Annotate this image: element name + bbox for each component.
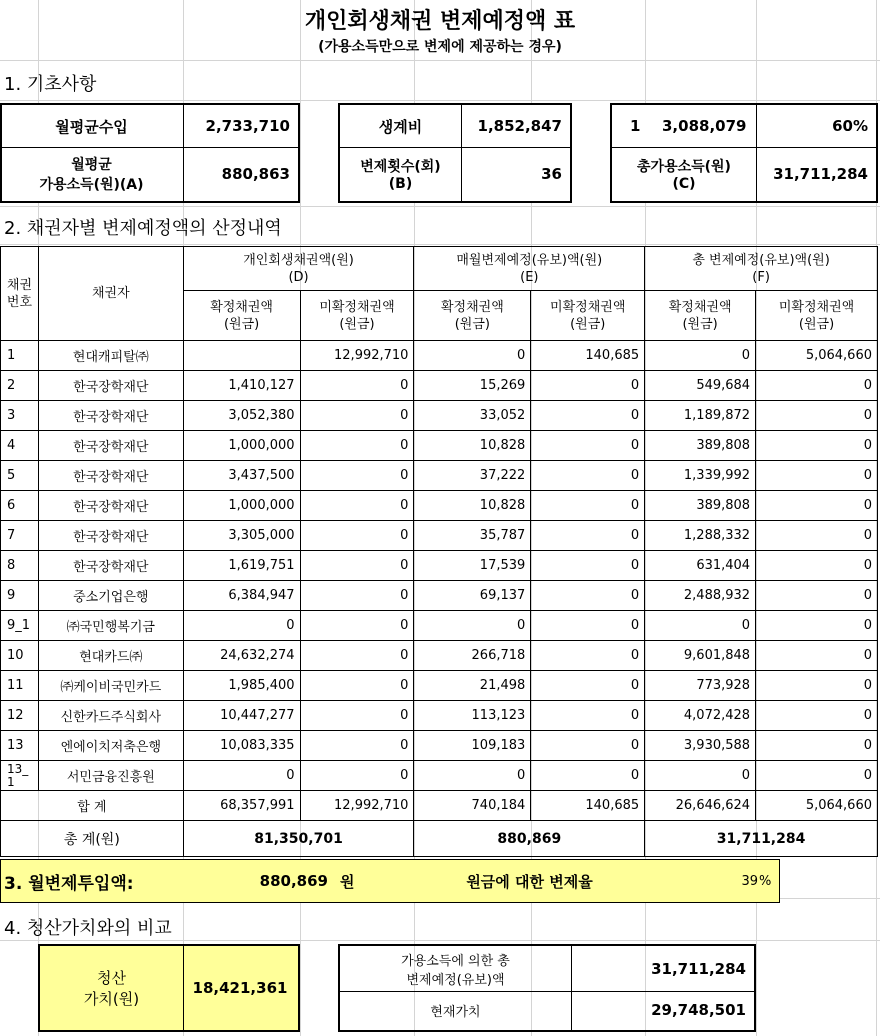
row-d2: 0 <box>300 671 414 701</box>
row-creditor: 한국장학재단 <box>38 371 183 401</box>
repayment-rate-value: 39 <box>741 873 758 889</box>
row-e2: 0 <box>531 641 645 671</box>
liquidation-label <box>40 946 183 1030</box>
row-e1: 0 <box>414 761 531 791</box>
row-e2: 0 <box>531 581 645 611</box>
row-creditor: 서민금융진흥원 <box>38 761 183 791</box>
total-repay-label-line1: 가용소득에 의한 총 <box>401 953 510 969</box>
section4-heading: 4. 청산가치와의 비교 <box>4 918 172 939</box>
box3-percent: 60% <box>832 117 868 135</box>
row-f2: 0 <box>756 581 878 611</box>
row-d1: 1,619,751 <box>183 551 300 581</box>
monthly-payment-amount: 880,869 <box>259 872 328 890</box>
table-row <box>1 611 878 641</box>
sub-f-unconfirmed <box>756 291 878 341</box>
total-avail-value: 31,711,284 <box>773 165 868 183</box>
row-e2: 0 <box>531 461 645 491</box>
repayment-rate-unit: % <box>759 873 772 889</box>
row-e1: 266,718 <box>414 641 531 671</box>
row-f1: 0 <box>645 761 756 791</box>
row-d1: 6,384,947 <box>183 581 300 611</box>
box3-value: 3,088,079 <box>662 117 747 135</box>
row-creditor: 중소기업은행 <box>38 581 183 611</box>
row-d2: 0 <box>300 581 414 611</box>
col-no-line1: 채권 <box>6 277 33 293</box>
sub-e-confirmed-line2: (원금) <box>454 316 490 332</box>
row-f2: 0 <box>756 401 878 431</box>
sub-d-confirmed <box>183 291 300 341</box>
section2-heading: 2. 채권자별 변제예정액의 산정내역 <box>4 218 282 239</box>
sub-f-unconfirmed-line1: 미확정채권액 <box>778 299 855 315</box>
group-e-header <box>414 247 645 291</box>
sub-d-unconfirmed-line1: 미확정채권액 <box>319 299 395 315</box>
total-label: 총 계(원) <box>1 821 184 857</box>
row-e1: 0 <box>414 611 531 641</box>
row-d1: 0 <box>183 761 300 791</box>
row-f1: 389,808 <box>645 491 756 521</box>
total-avail-label <box>612 148 756 200</box>
table-row <box>1 401 878 431</box>
row-d2: 0 <box>300 551 414 581</box>
row-f2: 0 <box>756 371 878 401</box>
row-f1: 1,189,872 <box>645 401 756 431</box>
row-creditor: 한국장학재단 <box>38 551 183 581</box>
sub-d-unconfirmed-line2: (원금) <box>339 316 375 332</box>
row-d1 <box>183 341 300 371</box>
table-row <box>1 521 878 551</box>
sum-f1: 26,646,624 <box>645 791 756 821</box>
row-e1: 17,539 <box>414 551 531 581</box>
present-value-label: 현재가치 <box>430 1004 481 1020</box>
row-f2: 5,064,660 <box>756 341 878 371</box>
row-d1: 24,632,274 <box>183 641 300 671</box>
row-no: 13 <box>1 731 39 761</box>
row-e2: 0 <box>531 491 645 521</box>
row-e2: 0 <box>531 371 645 401</box>
avail-income-label <box>0 148 183 200</box>
row-no: 7 <box>1 521 39 551</box>
table-row <box>1 551 878 581</box>
sub-d-unconfirmed <box>300 291 414 341</box>
row-f1: 2,488,932 <box>645 581 756 611</box>
sub-e-unconfirmed <box>531 291 645 341</box>
row-f2: 0 <box>756 761 878 791</box>
row-creditor: ㈜케이비국민카드 <box>38 671 183 701</box>
table-row <box>1 671 878 701</box>
total-f: 31,711,284 <box>645 821 878 857</box>
repayment-rate-label: 원금에 대한 변제율 <box>466 872 593 891</box>
table-row <box>1 641 878 671</box>
row-no: 9_1 <box>1 611 39 641</box>
row-f2: 0 <box>756 731 878 761</box>
row-e2: 0 <box>531 731 645 761</box>
row-e2: 0 <box>531 611 645 641</box>
row-f1: 773,928 <box>645 671 756 701</box>
row-no: 11 <box>1 671 39 701</box>
sub-f-confirmed-line2: (원금) <box>682 316 718 332</box>
row-e2: 0 <box>531 521 645 551</box>
row-e1: 21,498 <box>414 671 531 701</box>
row-f2: 0 <box>756 491 878 521</box>
row-d1: 10,447,277 <box>183 701 300 731</box>
page-title: 개인회생채권 변제예정액 표 <box>304 9 576 34</box>
sub-e-confirmed-line1: 확정채권액 <box>440 299 504 315</box>
table-row <box>1 761 878 791</box>
row-e2: 0 <box>531 671 645 701</box>
col-creditor-header: 채권자 <box>38 247 183 341</box>
row-f1: 631,404 <box>645 551 756 581</box>
row-creditor: 엔에이치저축은행 <box>38 731 183 761</box>
row-e1: 0 <box>414 341 531 371</box>
row-e1: 69,137 <box>414 581 531 611</box>
row-e2: 0 <box>531 401 645 431</box>
row-f1: 4,072,428 <box>645 701 756 731</box>
row-d2: 0 <box>300 461 414 491</box>
row-e1: 113,123 <box>414 701 531 731</box>
row-e1: 15,269 <box>414 371 531 401</box>
repay-count-label-line2: (B) <box>388 176 413 192</box>
row-no: 5 <box>1 461 39 491</box>
row-f1: 0 <box>645 611 756 641</box>
row-d1: 3,437,500 <box>183 461 300 491</box>
row-no: 8 <box>1 551 39 581</box>
total-avail-label-line2: (C) <box>672 176 696 192</box>
row-f1: 1,339,992 <box>645 461 756 491</box>
sum-e1: 740,184 <box>414 791 531 821</box>
row-e2: 0 <box>531 431 645 461</box>
present-value-value: 29,748,501 <box>651 1001 746 1019</box>
creditor-table <box>0 246 878 857</box>
row-e1: 10,828 <box>414 491 531 521</box>
sum-f2: 5,064,660 <box>756 791 878 821</box>
row-creditor: 현대카드㈜ <box>38 641 183 671</box>
row-no: 3 <box>1 401 39 431</box>
monthly-income-value: 2,733,710 <box>205 117 290 135</box>
group-e-line2: (E) <box>520 269 539 285</box>
row-creditor: 신한카드주식회사 <box>38 701 183 731</box>
row-d1: 3,052,380 <box>183 401 300 431</box>
row-f2: 0 <box>756 521 878 551</box>
row-d2: 0 <box>300 731 414 761</box>
total-d: 81,350,701 <box>183 821 414 857</box>
repay-count-value: 36 <box>541 165 562 183</box>
row-creditor: 현대캐피탈㈜ <box>38 341 183 371</box>
page-subtitle: (가용소득만으로 변제에 제공하는 경우) <box>318 39 562 55</box>
total-repay-label-line2: 변제예정(유보)액 <box>406 972 505 988</box>
row-e2: 0 <box>531 551 645 581</box>
row-e1: 35,787 <box>414 521 531 551</box>
row-d1: 1,000,000 <box>183 431 300 461</box>
row-d1: 3,305,000 <box>183 521 300 551</box>
sum-d2: 12,992,710 <box>300 791 414 821</box>
row-no: 2 <box>1 371 39 401</box>
liquidation-label-line1: 청산 <box>97 969 126 987</box>
row-f2: 0 <box>756 551 878 581</box>
row-creditor: 한국장학재단 <box>38 431 183 461</box>
row-e2: 0 <box>531 701 645 731</box>
row-e1: 37,222 <box>414 461 531 491</box>
table-row <box>1 491 878 521</box>
row-no: 6 <box>1 491 39 521</box>
row-d2: 0 <box>300 371 414 401</box>
sum-d1: 68,357,991 <box>183 791 300 821</box>
repay-count-label <box>340 148 461 200</box>
row-no: 1 <box>1 341 39 371</box>
row-d2: 0 <box>300 431 414 461</box>
avail-income-label-line1: 월평균 <box>71 157 112 173</box>
monthly-income-label: 월평균수입 <box>55 117 128 136</box>
table-row <box>1 371 878 401</box>
row-d2: 0 <box>300 401 414 431</box>
row-creditor: ㈜국민행복기금 <box>38 611 183 641</box>
sub-d-confirmed-line2: (원금) <box>223 316 260 332</box>
table-row <box>1 701 878 731</box>
sub-f-confirmed-line1: 확정채권액 <box>668 299 732 315</box>
row-d2: 0 <box>300 521 414 551</box>
section1-heading: 1. 기초사항 <box>4 74 97 95</box>
row-e1: 10,828 <box>414 431 531 461</box>
row-d2: 0 <box>300 611 414 641</box>
row-d2: 12,992,710 <box>300 341 414 371</box>
row-e2: 140,685 <box>531 341 645 371</box>
row-f1: 389,808 <box>645 431 756 461</box>
row-d1: 1,985,400 <box>183 671 300 701</box>
living-cost-label: 생계비 <box>378 117 423 136</box>
total-avail-label-line1: 총가용소득(원) <box>637 159 731 175</box>
sub-d-confirmed-line1: 확정채권액 <box>210 299 273 315</box>
sub-e-unconfirmed-line2: (원금) <box>570 316 606 332</box>
sum-e2: 140,685 <box>531 791 645 821</box>
row-d1: 10,083,335 <box>183 731 300 761</box>
group-f-line2: (F) <box>752 269 770 285</box>
row-f2: 0 <box>756 701 878 731</box>
group-e-line1: 매월변제예정(유보)액(원) <box>456 252 603 268</box>
row-f1: 1,288,332 <box>645 521 756 551</box>
total-e: 880,869 <box>414 821 645 857</box>
col-no-line2: 번호 <box>6 294 33 310</box>
row-d2: 0 <box>300 641 414 671</box>
row-d1: 1,410,127 <box>183 371 300 401</box>
table-row <box>1 731 878 761</box>
row-no: 10 <box>1 641 39 671</box>
row-f1: 0 <box>645 341 756 371</box>
row-f2: 0 <box>756 431 878 461</box>
row-creditor: 한국장학재단 <box>38 461 183 491</box>
row-d2: 0 <box>300 701 414 731</box>
group-d-line2: (D) <box>288 269 309 285</box>
total-repay-label <box>340 946 571 991</box>
row-f1: 3,930,588 <box>645 731 756 761</box>
table-row <box>1 431 878 461</box>
row-creditor: 한국장학재단 <box>38 491 183 521</box>
row-d1: 0 <box>183 611 300 641</box>
monthly-payment-unit: 원 <box>340 872 355 891</box>
row-no: 12 <box>1 701 39 731</box>
group-f-line1: 총 변제예정(유보)액(원) <box>692 252 830 268</box>
avail-income-value: 880,863 <box>221 165 290 183</box>
living-cost-value: 1,852,847 <box>477 117 562 135</box>
row-f2: 0 <box>756 641 878 671</box>
section3-heading: 3. 월변제투입액: <box>4 873 134 894</box>
group-d-line1: 개인회생채권액(원) <box>243 252 354 268</box>
sub-e-unconfirmed-line1: 미확정채권액 <box>550 299 626 315</box>
table-row <box>1 461 878 491</box>
box3-index: 1 <box>630 117 641 135</box>
avail-income-label-line2: 가용소득(원)(A) <box>39 177 144 193</box>
liquidation-label-line2: 가치(원) <box>83 990 140 1008</box>
row-f2: 0 <box>756 461 878 491</box>
row-f2: 0 <box>756 611 878 641</box>
row-no: 13_1 <box>1 761 39 791</box>
row-d1: 1,000,000 <box>183 491 300 521</box>
group-f-header <box>645 247 878 291</box>
row-creditor: 한국장학재단 <box>38 401 183 431</box>
row-no: 9 <box>1 581 39 611</box>
table-row <box>1 341 878 371</box>
row-e1: 33,052 <box>414 401 531 431</box>
row-f1: 9,601,848 <box>645 641 756 671</box>
row-e1: 109,183 <box>414 731 531 761</box>
row-f1: 549,684 <box>645 371 756 401</box>
total-repay-value: 31,711,284 <box>651 959 746 978</box>
liquidation-value: 18,421,361 <box>192 979 288 997</box>
row-d2: 0 <box>300 491 414 521</box>
sub-f-unconfirmed-line2: (원금) <box>798 316 835 332</box>
col-no-header <box>1 247 39 341</box>
sub-f-confirmed <box>645 291 756 341</box>
sum-label: 합 계 <box>1 791 184 821</box>
table-row <box>1 581 878 611</box>
group-d-header <box>183 247 414 291</box>
row-creditor: 한국장학재단 <box>38 521 183 551</box>
sub-e-confirmed <box>414 291 531 341</box>
row-d2: 0 <box>300 761 414 791</box>
row-e2: 0 <box>531 761 645 791</box>
row-f2: 0 <box>756 671 878 701</box>
row-no: 4 <box>1 431 39 461</box>
repay-count-label-line1: 변제횟수(회) <box>360 159 441 175</box>
